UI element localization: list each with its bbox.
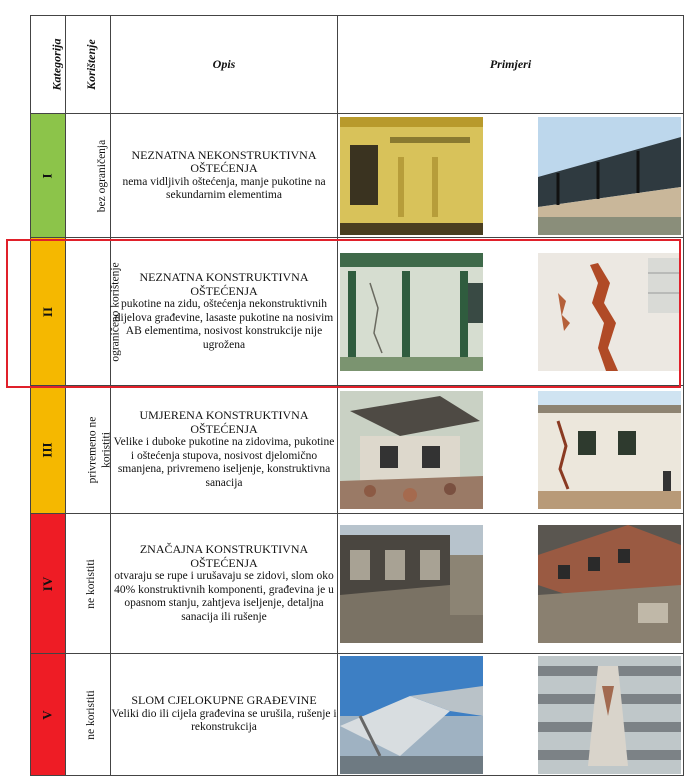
header-usage: Korištenje bbox=[83, 39, 98, 90]
damage-text: otvaraju se rupe i urušavaju se zidovi, slom oko 40% konstruktivnih komponenti, građevina je u opasnom stanju, zahtjeva iseljenje, detaljna sanacija ili rušenje bbox=[114, 570, 334, 623]
header-usage-cell bbox=[66, 16, 111, 114]
damage-category-table bbox=[30, 15, 684, 776]
category-label: I bbox=[40, 172, 55, 179]
category-cell bbox=[31, 654, 66, 776]
table-row bbox=[31, 238, 684, 386]
header-category: Kategorija bbox=[49, 38, 64, 91]
description-cell bbox=[111, 386, 338, 514]
table-row bbox=[31, 654, 684, 776]
header-examples: Primjeri bbox=[338, 16, 684, 114]
table-row bbox=[31, 514, 684, 654]
description-cell bbox=[111, 238, 338, 386]
damage-title: NEZNATNA KONSTRUKTIVNA OŠTEĆENJA bbox=[139, 270, 309, 298]
usage-label: privremeno ne koristiti bbox=[86, 416, 113, 483]
usage-cell bbox=[66, 654, 111, 776]
examples-cell bbox=[338, 386, 684, 514]
category-cell bbox=[31, 114, 66, 238]
header-row bbox=[31, 16, 684, 114]
usage-cell bbox=[66, 386, 111, 514]
brick-wall-crack-photo bbox=[538, 253, 681, 371]
table-row bbox=[31, 114, 684, 238]
usage-cell bbox=[66, 114, 111, 238]
usage-label: bez ograničenja bbox=[96, 139, 109, 212]
category-label: IV bbox=[39, 576, 55, 591]
table-row bbox=[31, 386, 684, 514]
damage-text: Veliki dio ili cijela građevina se urušila, rušenje i rekonstrukcija bbox=[111, 707, 337, 734]
usage-label: ne koristiti bbox=[84, 689, 97, 740]
category-label: II bbox=[40, 306, 55, 317]
usage-cell bbox=[66, 514, 111, 654]
damage-text: pukotine na zidu, oštećenja nekonstruktivnih dijelova građevine, lasaste pukotine na nosivim AB elementima, nosivost konstrukcije nije ugrožena bbox=[114, 298, 334, 351]
description-cell bbox=[111, 654, 338, 776]
damage-text: Velike i duboke pukotine na zidovima, pukotine i oštećenja stupova, nosivost djelomično smanjena, privremeno iseljenje, konstruktivna sanacija bbox=[113, 436, 335, 489]
category-cell bbox=[31, 514, 66, 654]
cracked-wall-building-photo bbox=[340, 253, 483, 371]
category-cell bbox=[31, 238, 66, 386]
collapsed-parking-photo bbox=[538, 656, 681, 774]
examples-cell bbox=[338, 114, 684, 238]
cracked-house-wall-photo bbox=[538, 391, 681, 509]
damage-text: nema vidljivih oštećenja, manje pukotine na sekundarnim elementima bbox=[122, 175, 326, 201]
usage-cell bbox=[66, 238, 122, 386]
damage-title: NEZNATNA NEKONSTRUKTIVNA OŠTEĆENJA bbox=[131, 147, 317, 175]
header-category-cell bbox=[31, 16, 66, 114]
damage-title: ZNAČAJNA KONSTRUKTIVNA OŠTEĆENJA bbox=[139, 542, 309, 570]
examples-cell bbox=[338, 238, 684, 386]
description-cell bbox=[111, 114, 338, 238]
yellow-building-photo bbox=[340, 117, 483, 235]
header-description: Opis bbox=[111, 16, 338, 114]
usage-label: ograničeno korištenje bbox=[109, 261, 122, 362]
examples-cell bbox=[338, 654, 684, 776]
examples-cell bbox=[338, 514, 684, 654]
collapsed-storefront-photo bbox=[340, 525, 483, 643]
category-label: III bbox=[40, 441, 55, 458]
usage-label: ne koristiti bbox=[84, 558, 97, 609]
damaged-house-rubble-photo bbox=[340, 391, 483, 509]
damage-title: SLOM CJELOKUPNE GRAĐEVINE bbox=[131, 693, 317, 708]
collapsed-brick-building-photo bbox=[538, 525, 681, 643]
damage-title: UMJERENA KONSTRUKTIVNA OŠTEĆENJA bbox=[139, 408, 309, 436]
category-label: V bbox=[39, 709, 55, 720]
damaged-hall-photo bbox=[538, 117, 681, 235]
collapsed-concrete-photo bbox=[340, 656, 483, 774]
category-cell bbox=[31, 386, 66, 514]
description-cell bbox=[111, 514, 338, 654]
